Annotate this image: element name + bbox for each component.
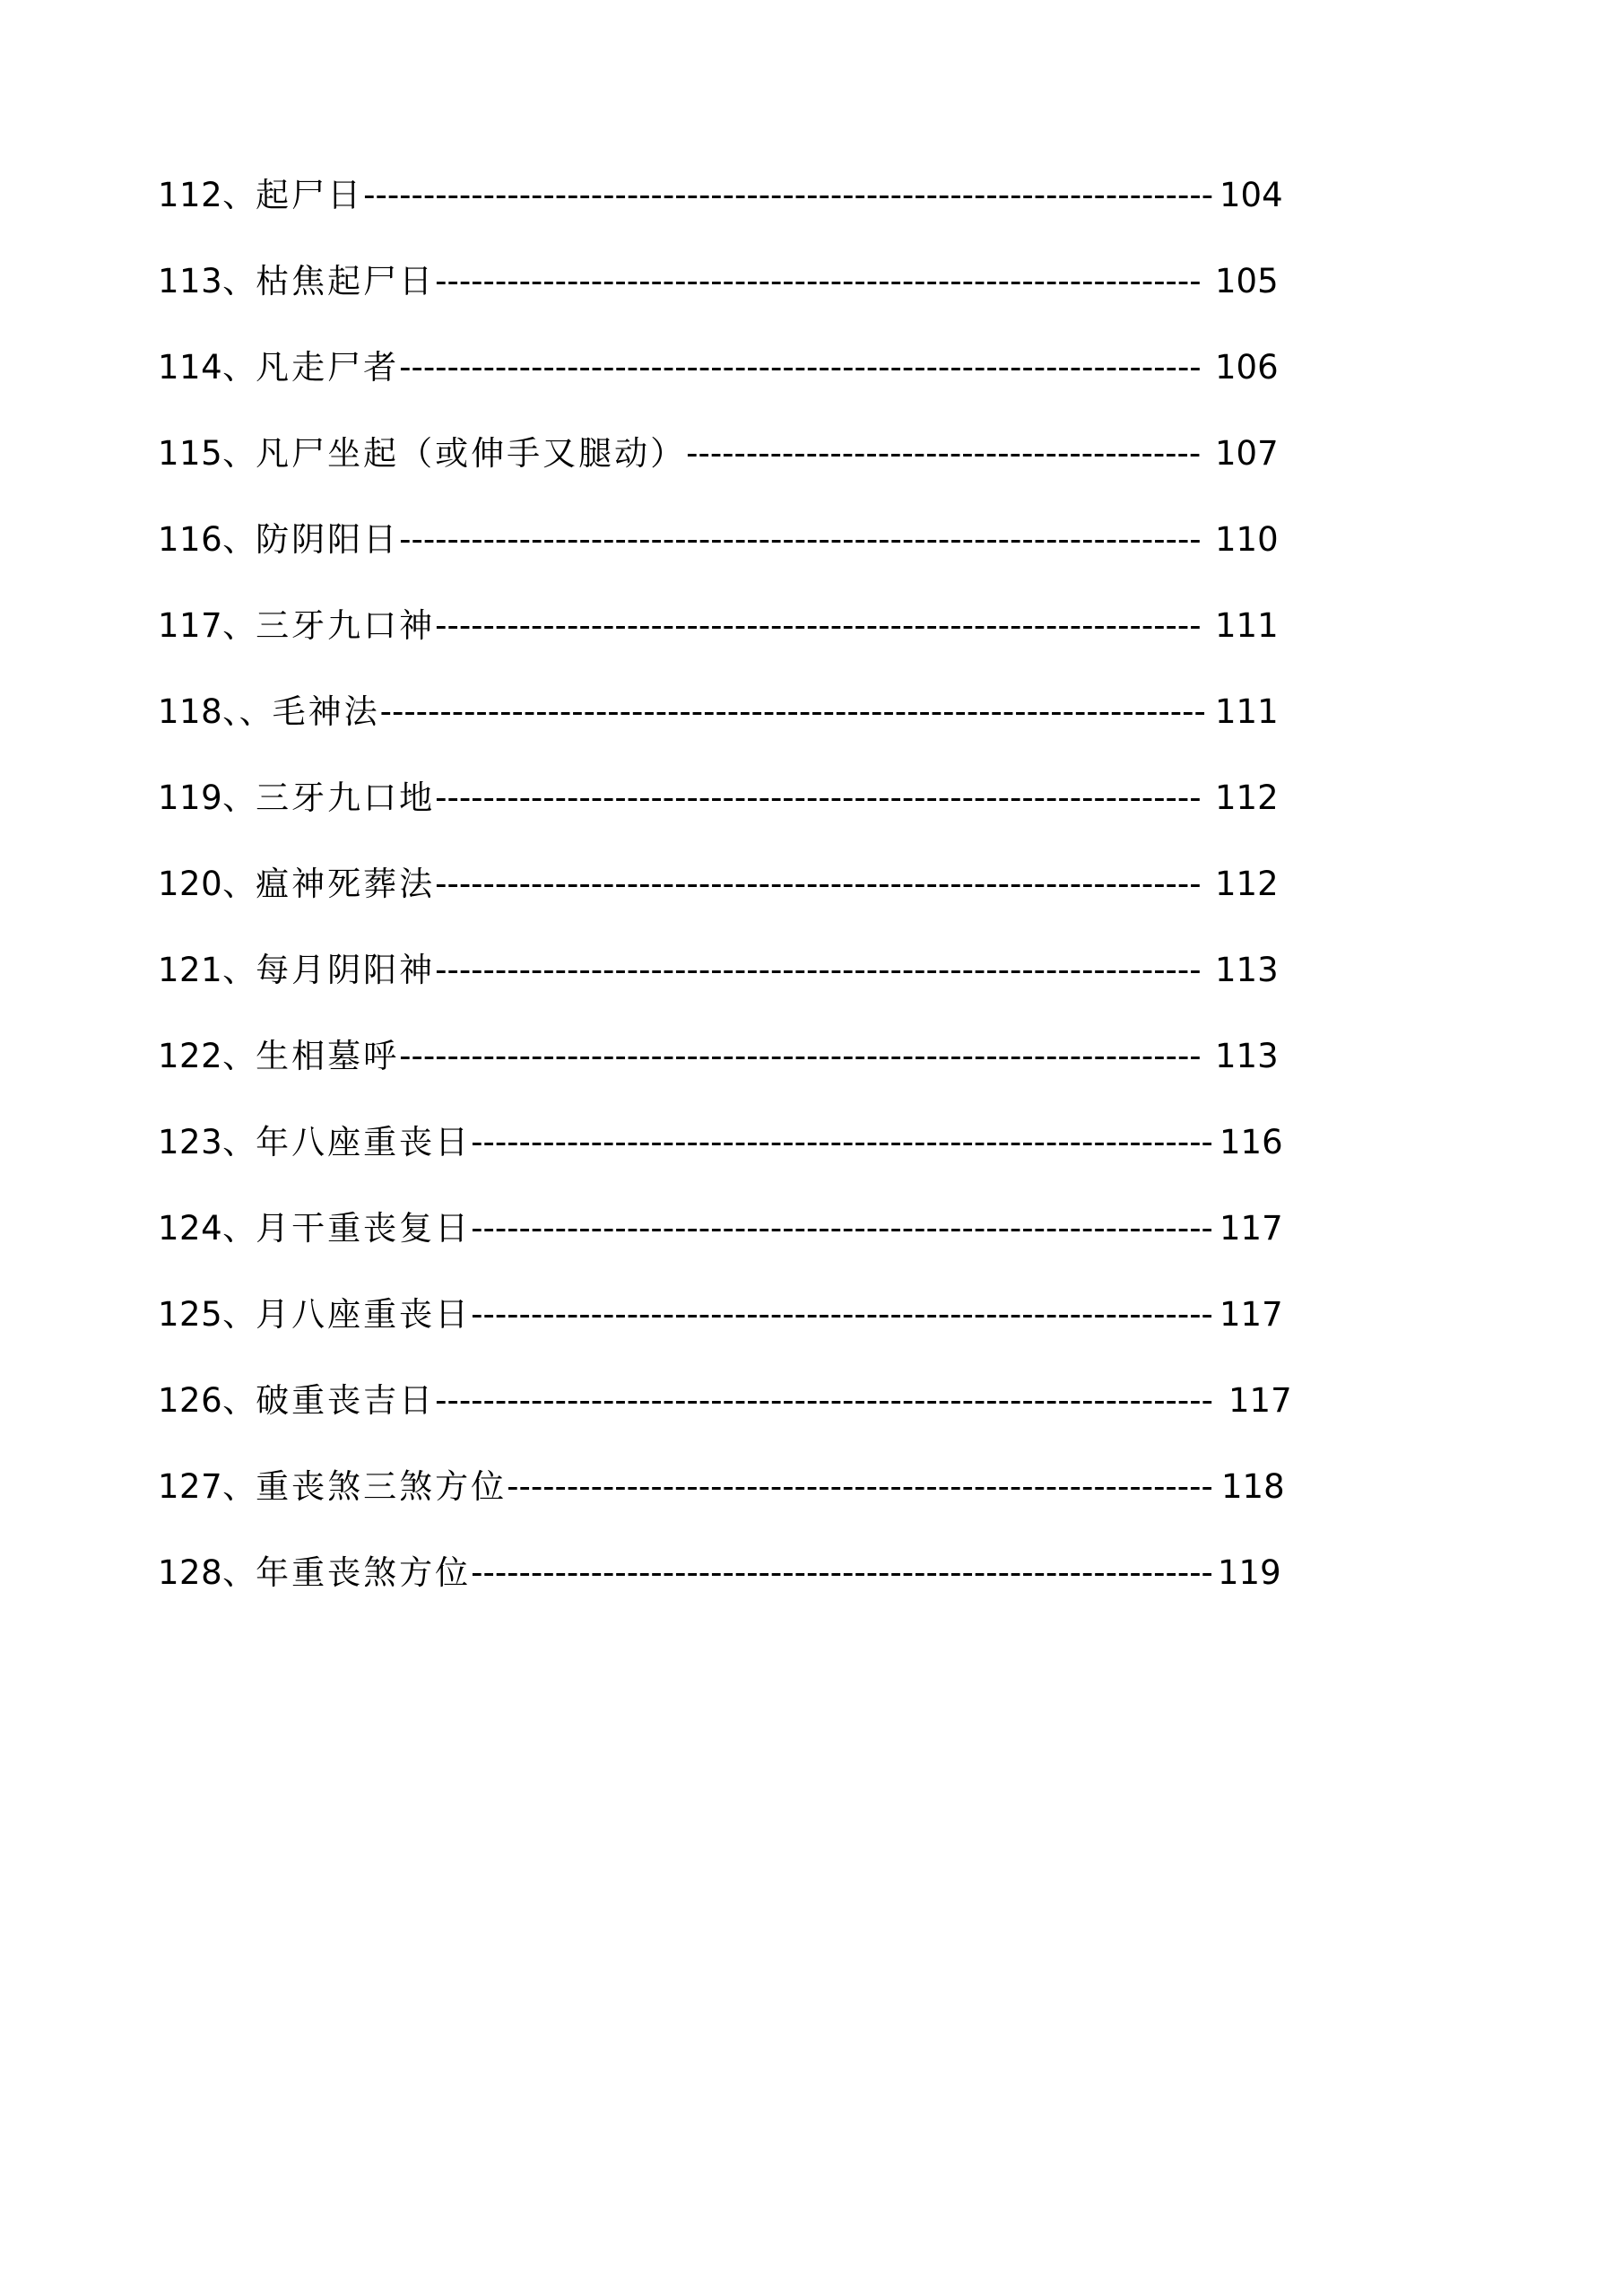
toc-dot-leader: -------------------------------------------------------------------: [399, 1037, 1202, 1075]
toc-entry[interactable]: [158, 425, 1368, 511]
toc-entry-number: 114: [158, 348, 223, 387]
toc-entry[interactable]: [158, 253, 1368, 339]
toc-dot-leader: --------------------------------------------------------------: [471, 1295, 1213, 1334]
toc-entry-separator: 、: [222, 1037, 256, 1075]
toc-entry-separator: 、: [222, 1381, 256, 1420]
toc-entry-number: 122: [158, 1037, 223, 1075]
toc-entry[interactable]: [158, 1114, 1368, 1200]
toc-entry-title: 瘟神死葬法: [256, 865, 436, 903]
toc-entry-page-number: 116: [1219, 1123, 1283, 1161]
toc-entry-separator: 、: [222, 1123, 256, 1161]
toc-dot-leader: ----------------------------------------------------------------: [435, 606, 1202, 645]
toc-entry-page-number: 117: [1219, 1295, 1283, 1334]
toc-entry-title: 防阴阳日: [256, 520, 400, 559]
toc-entry-separator: 、: [222, 1467, 256, 1506]
toc-entry-page-number: 111: [1215, 692, 1279, 731]
toc-entry-number: 125: [158, 1295, 223, 1334]
toc-entry-page-number: 111: [1215, 606, 1279, 645]
toc-dot-leader: -------------------------------------------------------------------: [399, 520, 1202, 559]
table-of-contents: [158, 167, 1368, 1631]
toc-entry-title: 三牙九口地: [256, 778, 436, 817]
toc-entry-number: 117: [158, 606, 223, 645]
toc-entry[interactable]: [158, 597, 1368, 683]
toc-entry-title: 枯焦起尸日: [256, 262, 436, 300]
toc-entry[interactable]: [158, 770, 1368, 856]
toc-entry-number: 119: [158, 778, 223, 817]
toc-entry-title: 三牙九口神: [256, 606, 436, 645]
toc-dot-leader: -------------------------------------------------------------------: [399, 348, 1202, 387]
toc-dot-leader: ---------------------------------------------------------------------: [379, 692, 1206, 731]
toc-entry-separator: 、: [222, 778, 256, 817]
toc-entry-page-number: 117: [1228, 1381, 1292, 1420]
toc-entry-title: 生相墓呼: [256, 1037, 400, 1075]
toc-entry[interactable]: [158, 683, 1368, 770]
toc-entry[interactable]: [158, 1200, 1368, 1286]
toc-entry-number: 126: [158, 1381, 223, 1420]
toc-entry-title: 年八座重丧日: [256, 1123, 472, 1161]
toc-entry-number: 121: [158, 951, 223, 989]
toc-entry-page-number: 106: [1215, 348, 1279, 387]
toc-entry-title: 凡尸坐起（或伸手又腿动）: [256, 434, 687, 473]
toc-entry[interactable]: [158, 511, 1368, 597]
toc-dot-leader: ----------------------------------------------------------------: [435, 865, 1202, 903]
toc-entry-title: 每月阴阳神: [256, 951, 436, 989]
toc-dot-leader: -------------------------------------------: [686, 434, 1202, 473]
toc-entry-title: 毛神法: [272, 692, 380, 731]
toc-entry[interactable]: [158, 856, 1368, 942]
toc-dot-leader: ----------------------------------------------------------------: [435, 262, 1202, 300]
toc-entry[interactable]: [158, 942, 1368, 1028]
toc-entry-separator: 、: [222, 434, 256, 473]
toc-entry[interactable]: [158, 1028, 1368, 1114]
toc-entry-number: 123: [158, 1123, 223, 1161]
toc-entry[interactable]: [158, 1286, 1368, 1372]
toc-entry-title: 月干重丧复日: [256, 1209, 472, 1248]
toc-entry-page-number: 104: [1219, 176, 1283, 214]
toc-dot-leader: ----------------------------------------------------------------: [435, 778, 1202, 817]
toc-dot-leader: --------------------------------------------------------------: [471, 1209, 1213, 1248]
toc-entry-page-number: 105: [1215, 262, 1279, 300]
toc-entry-number: 127: [158, 1467, 223, 1506]
toc-dot-leader: --------------------------------------------------------------: [471, 1123, 1213, 1161]
toc-entry-separator: 、: [222, 1295, 256, 1334]
toc-entry-title: 月八座重丧日: [256, 1295, 472, 1334]
toc-entry-page-number: 117: [1219, 1209, 1283, 1248]
toc-entry-separator: 、: [222, 951, 256, 989]
toc-entry[interactable]: [158, 1458, 1368, 1544]
toc-dot-leader: ----------------------------------------------------------------: [435, 951, 1202, 989]
toc-entry-separator: 、: [222, 865, 256, 903]
toc-dot-leader: -----------------------------------------------------------------: [435, 1381, 1213, 1420]
toc-entry-separator: 、: [222, 1209, 256, 1248]
toc-entry-title: 起尸日: [256, 176, 364, 214]
toc-entry[interactable]: [158, 1372, 1368, 1458]
toc-entry-separator: 、: [222, 606, 256, 645]
toc-entry-page-number: 113: [1215, 1037, 1279, 1075]
toc-entry-number: 112: [158, 176, 223, 214]
toc-entry-page-number: 107: [1215, 434, 1279, 473]
toc-dot-leader: --------------------------------------------------------------: [471, 1553, 1213, 1592]
toc-entry[interactable]: [158, 1544, 1368, 1631]
toc-entry-number: 128: [158, 1553, 223, 1592]
toc-entry-number: 124: [158, 1209, 223, 1248]
toc-entry-number: 115: [158, 434, 223, 473]
toc-entry-number: 118: [158, 692, 223, 731]
toc-entry-title: 凡走尸者: [256, 348, 400, 387]
toc-entry-separator: 、、: [222, 692, 273, 731]
toc-entry-separator: 、: [222, 520, 256, 559]
toc-dot-leader: -----------------------------------------------------------: [507, 1467, 1213, 1506]
toc-entry-title: 破重丧吉日: [256, 1381, 436, 1420]
toc-entry-page-number: 112: [1215, 778, 1279, 817]
toc-entry-number: 113: [158, 262, 223, 300]
toc-entry-number: 120: [158, 865, 223, 903]
toc-entry-page-number: 113: [1215, 951, 1279, 989]
toc-entry-separator: 、: [222, 262, 256, 300]
toc-entry-separator: 、: [222, 348, 256, 387]
toc-entry[interactable]: [158, 339, 1368, 425]
toc-entry-title: 年重丧煞方位: [256, 1553, 472, 1592]
toc-entry-page-number: 118: [1221, 1467, 1285, 1506]
toc-entry-title: 重丧煞三煞方位: [256, 1467, 508, 1506]
toc-dot-leader: -----------------------------------------------------------------------: [363, 176, 1214, 214]
toc-entry-page-number: 112: [1215, 865, 1279, 903]
toc-entry-separator: 、: [222, 1553, 256, 1592]
toc-entry-number: 116: [158, 520, 223, 559]
toc-entry-separator: 、: [222, 176, 256, 214]
toc-entry[interactable]: [158, 167, 1368, 253]
toc-entry-page-number: 110: [1215, 520, 1279, 559]
toc-entry-page-number: 119: [1218, 1553, 1281, 1592]
